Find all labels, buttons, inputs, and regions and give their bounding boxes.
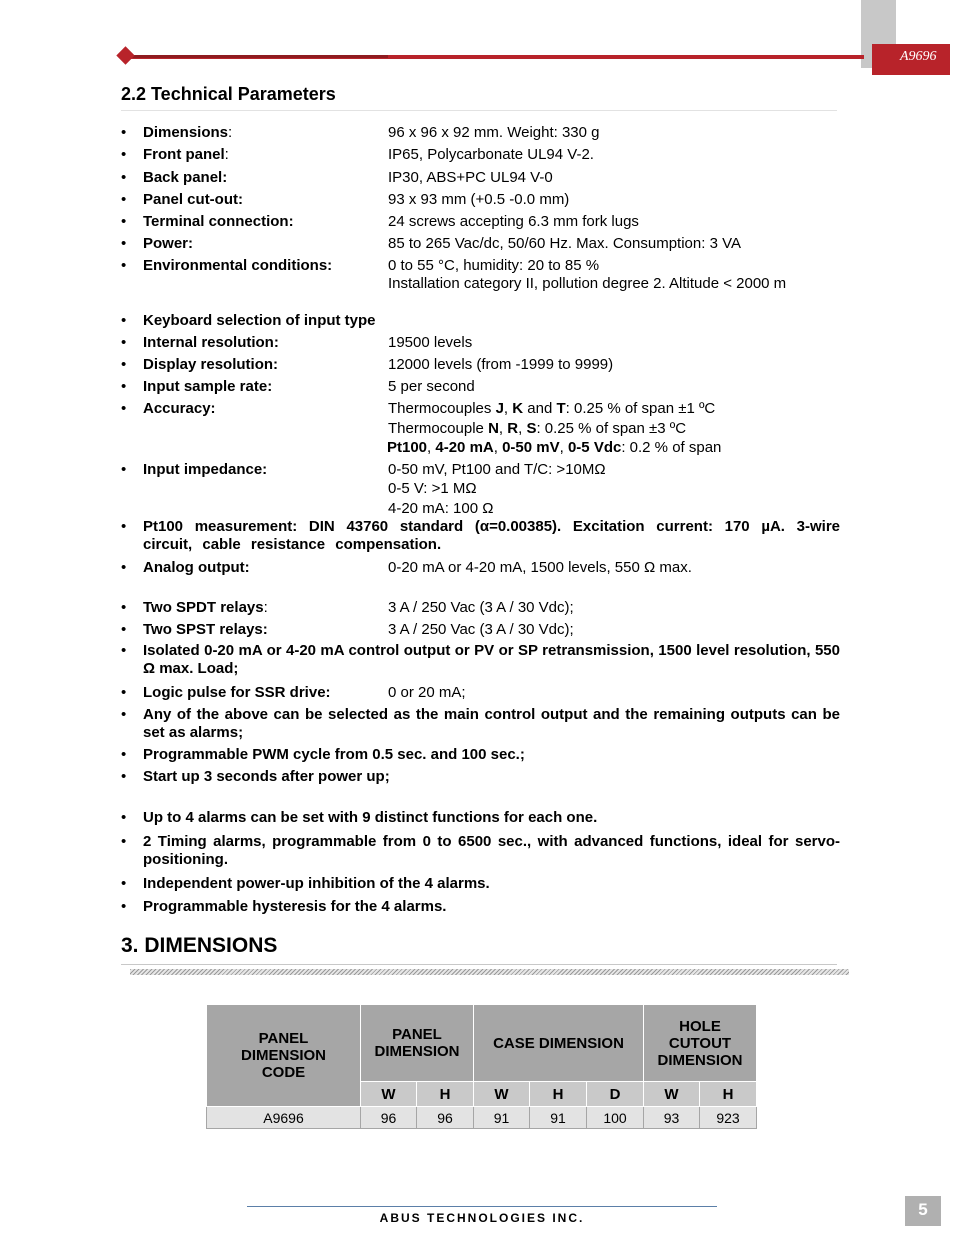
table-subheader: W	[474, 1082, 530, 1107]
table-cell: 96	[361, 1107, 417, 1129]
table-cell: 91	[474, 1107, 530, 1129]
page-number: 5	[918, 1200, 928, 1219]
table-cell: 91	[530, 1107, 587, 1129]
table-cell: 100	[587, 1107, 644, 1129]
table-header-code: PANEL DIMENSION CODE	[207, 1005, 361, 1107]
table-subheader: W	[361, 1082, 417, 1107]
table-header-panel: PANEL DIMENSION	[361, 1005, 474, 1082]
table-subheader: D	[587, 1082, 644, 1107]
table-cell: 96	[417, 1107, 474, 1129]
header-doc-tag	[872, 44, 950, 75]
header-diamond-icon	[116, 46, 134, 64]
header-rule-shade	[128, 55, 388, 58]
table-subheader: W	[644, 1082, 700, 1107]
section-title: 2.2 Technical Parameters	[121, 84, 336, 104]
section-rule	[121, 110, 837, 111]
dimension-table	[206, 1004, 757, 1129]
table-subheader: H	[530, 1082, 587, 1107]
section-title: 3. DIMENSIONS	[121, 934, 278, 957]
table-header-case: CASE DIMENSION	[474, 1005, 644, 1082]
doc-code: A9696	[900, 49, 937, 64]
table-row	[207, 1107, 757, 1129]
section-stripe	[130, 969, 849, 975]
table-subheader: H	[700, 1082, 757, 1107]
table-cell: 93	[644, 1107, 700, 1129]
table-subheader: H	[417, 1082, 474, 1107]
page-number-box	[905, 1196, 941, 1226]
footer-company: ABUS TECHNOLOGIES INC.	[379, 1211, 585, 1225]
footer-rule	[247, 1206, 717, 1207]
table-cell: A9696	[207, 1107, 361, 1129]
table-cell: 923	[700, 1107, 757, 1129]
section-rule	[121, 964, 837, 965]
table-header-hole: HOLE CUTOUT DIMENSION	[644, 1005, 757, 1082]
